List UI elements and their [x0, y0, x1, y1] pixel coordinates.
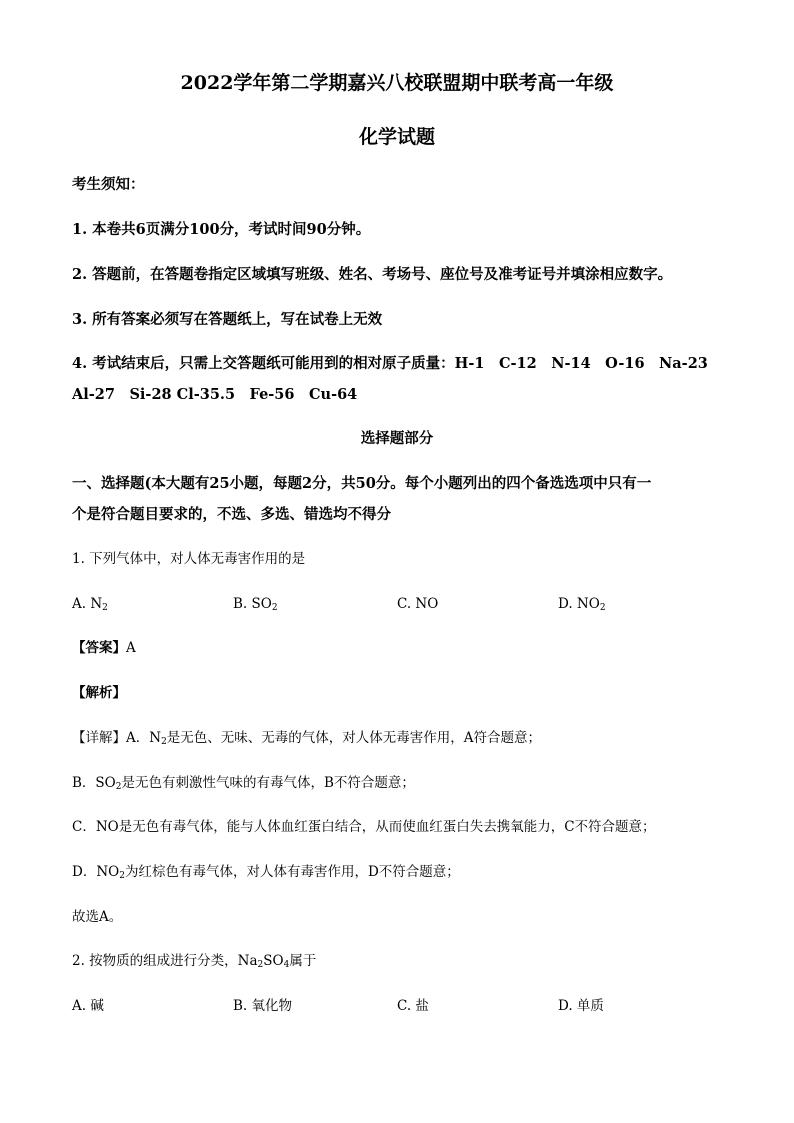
notice-item-1: 1. 本卷共6页满分100分，考试时间90分钟。 [72, 221, 371, 238]
exam-subtitle: 化学试题 [358, 126, 435, 148]
notice-item-3: 3. 所有答案必须写在答题纸上，写在试卷上无效 [72, 311, 383, 328]
q2-option-b: B. 氧化物 [233, 998, 293, 1014]
section-intro-line1: 一、选择题(本大题有25小题，每题2分，共50分。每个小题列出的四个备选选项中只有一 [72, 475, 652, 492]
notice-heading: 考生须知： [72, 176, 145, 193]
q1-detail-d: D．$NO_2$为红棕色有毒气体，对人体有毒害作用，D不符合题意； [72, 864, 460, 881]
q2-option-a: A. 碱 [72, 998, 104, 1014]
section-intro-line2: 个是符合题目要求的，不选、多选、错选均不得分 [72, 506, 391, 523]
q1-option-a: A. $N_2$ [72, 596, 108, 613]
detail-label: 【详解】 [72, 730, 126, 746]
notice-item-4: 4. 考试结束后，只需上交答题纸可能用到的相对原子质量：H-1 C-12 N-14 O-16 Na-23 [72, 355, 708, 372]
q2-option-d: D. 单质 [558, 998, 604, 1014]
q1-analysis-label: 【解析】 [72, 685, 126, 701]
section-title: 选择题部分 [360, 430, 434, 447]
q1-stem: 1. 下列气体中，对人体无毒害作用的是 [72, 551, 306, 567]
q1-option-d: D. $NO_2$ [558, 596, 606, 613]
exam-title: 2022学年第二学期嘉兴八校联盟期中联考高一年级 [180, 72, 614, 94]
q2-option-c: C. 盐 [397, 998, 429, 1014]
q1-option-c: C. NO [397, 596, 439, 612]
q1-option-b: B. $SO_2$ [233, 596, 278, 613]
notice-item-4-line2: Al-27 Si-28 Cl-35.5 Fe-56 Cu-64 [72, 386, 358, 403]
q1-conclusion: 故选A。 [72, 909, 123, 925]
answer-label: 【答案】 [72, 640, 126, 656]
q2-stem: 2. 按物质的组成进行分类，$Na_2SO_4$属于 [72, 953, 317, 970]
notice-item-2: 2. 答题前，在答题卷指定区域填写班级、姓名、考场号、座位号及准考证号并填涂相应数字。 [72, 266, 673, 283]
q1-detail-c: C．NO是无色有毒气体，能与人体血红蛋白结合，从而使血红蛋白失去携氧能力，C不符合题意； [72, 819, 656, 835]
q1-answer: 【答案】A [72, 640, 136, 656]
q1-detail-a: 【详解】A．$N_2$是无色、无味、无毒的气体，对人体无毒害作用，A符合题意； [72, 730, 542, 747]
q1-detail-b: B．$SO_2$是无色有刺激性气味的有毒气体，B不符合题意； [72, 775, 415, 792]
